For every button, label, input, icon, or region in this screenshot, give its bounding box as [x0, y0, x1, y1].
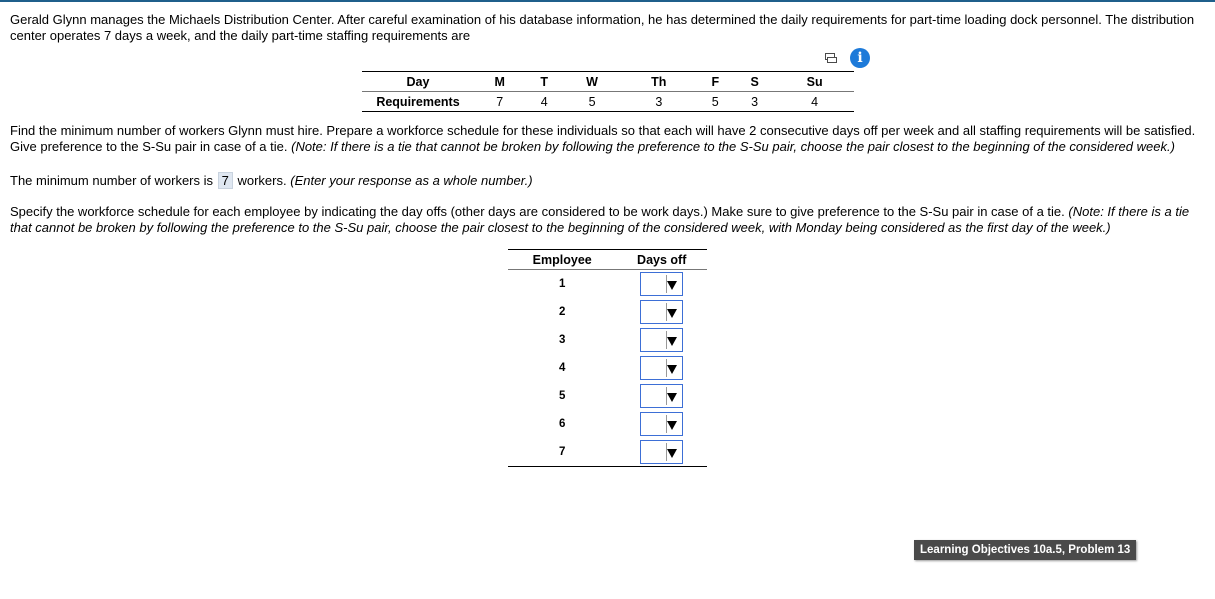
- find-instructions: [10, 123, 1205, 155]
- info-icon[interactable]: i: [850, 48, 870, 68]
- day-cell: Th: [621, 72, 696, 92]
- days-off-dropdown[interactable]: [640, 412, 683, 436]
- requirement-value: 5: [711, 94, 719, 109]
- requirements-table: [362, 71, 854, 112]
- employee-number: 2: [559, 306, 566, 318]
- problem-intro: Gerald Glynn manages the Michaels Distribution Center. After careful examination of his database information, he has determined the daily requirements for part-time loading dock personnel. The distribution center operates 7 days a week, and the daily part-time staffing requirements are: [10, 12, 1195, 43]
- employee-number: 6: [559, 418, 566, 430]
- dropdown-button[interactable]: [666, 331, 680, 349]
- chevron-down-icon: [667, 281, 677, 290]
- specify-text: Specify the workforce schedule for each employee by indicating the day offs (other days are considered to be work days.) Make sure to give preference to the S-Su pair in case of a tie.: [10, 204, 1065, 219]
- days-off-dropdown[interactable]: [640, 328, 683, 352]
- find-note: (Note: If there is a tie that cannot be broken by following the preference to the S-Su pair, choose the pair closest to the beginning of the considered week.): [291, 139, 1175, 154]
- toolbar-icons: [824, 48, 872, 68]
- employee-number: 7: [508, 438, 616, 467]
- days-off-dropdown[interactable]: [640, 384, 683, 408]
- schedule-row: [508, 410, 707, 438]
- top-accent-line: [0, 0, 1215, 2]
- dropdown-button[interactable]: [666, 275, 680, 293]
- dropdown-button[interactable]: [666, 359, 680, 377]
- days-off-dropdown[interactable]: [640, 440, 683, 464]
- employee-number: 5: [559, 390, 566, 402]
- employee-number: 4: [559, 362, 566, 374]
- schedule-row: [508, 438, 707, 467]
- days-off-dropdown[interactable]: [640, 356, 683, 380]
- specify-note: (Note: If there is a tie that cannot be broken by following the preference to the S-Su pair, choose the pair closest to the beginning of the considered week, with Monday being considered as the first day of the week.): [10, 204, 1190, 235]
- chevron-down-icon: [667, 337, 677, 346]
- day-cell: M: [474, 72, 525, 92]
- dropdown-button[interactable]: [666, 443, 680, 461]
- requirement-value: 3: [751, 94, 759, 109]
- chevron-down-icon: [667, 365, 677, 374]
- day-header: Day: [362, 72, 474, 92]
- dropdown-button[interactable]: [666, 387, 680, 405]
- chevron-down-icon: [667, 421, 677, 430]
- day-cell: W: [563, 72, 621, 92]
- schedule-header-row: [508, 250, 707, 270]
- employee-number: 3: [559, 334, 566, 346]
- minimum-suffix: workers.: [237, 173, 287, 188]
- requirement-value: 3: [655, 94, 663, 109]
- requirements-header-row: [362, 72, 854, 92]
- day-cell: F: [696, 72, 734, 92]
- schedule-row: [508, 298, 707, 326]
- learning-objective-tag: Learning Objectives 10a.5, Problem 13: [914, 540, 1136, 560]
- print-icon[interactable]: [824, 53, 835, 62]
- days-off-dropdown[interactable]: [640, 272, 683, 296]
- minimum-workers-line: [10, 172, 1205, 189]
- schedule-row: [508, 326, 707, 354]
- requirement-value: 7: [496, 94, 504, 109]
- requirement-value: 5: [588, 94, 596, 109]
- minimum-hint: (Enter your response as a whole number.): [290, 173, 533, 188]
- day-cell: Su: [775, 72, 854, 92]
- day-cell: T: [525, 72, 563, 92]
- schedule-row: [508, 382, 707, 410]
- chevron-down-icon: [667, 309, 677, 318]
- requirement-value: 4: [540, 94, 548, 109]
- dropdown-button[interactable]: [666, 415, 680, 433]
- schedule-table: [508, 249, 707, 467]
- employee-number: 1: [559, 278, 566, 290]
- requirements-values-row: [362, 92, 854, 112]
- chevron-down-icon: [667, 393, 677, 402]
- find-text: Find the minimum number of workers Glynn must hire. Prepare a workforce schedule for these individuals so that each will have 2 consecutive days off per week and all staffing requirements will be satisfied. Give preference to the S-Su pair in case of a tie.: [10, 123, 1196, 154]
- dropdown-button[interactable]: [666, 303, 680, 321]
- specify-instructions: [10, 204, 1205, 236]
- employee-header: Employee: [508, 250, 616, 270]
- day-cell: S: [734, 72, 775, 92]
- chevron-down-icon: [667, 449, 677, 458]
- requirements-header: Requirements: [376, 94, 460, 109]
- schedule-row: [508, 270, 707, 299]
- minimum-workers-answer[interactable]: 7: [218, 172, 233, 189]
- requirement-value: 4: [811, 94, 819, 109]
- minimum-prefix: The minimum number of workers is: [10, 173, 213, 188]
- schedule-row: [508, 354, 707, 382]
- days-off-dropdown[interactable]: [640, 300, 683, 324]
- days-off-header: Days off: [616, 250, 707, 270]
